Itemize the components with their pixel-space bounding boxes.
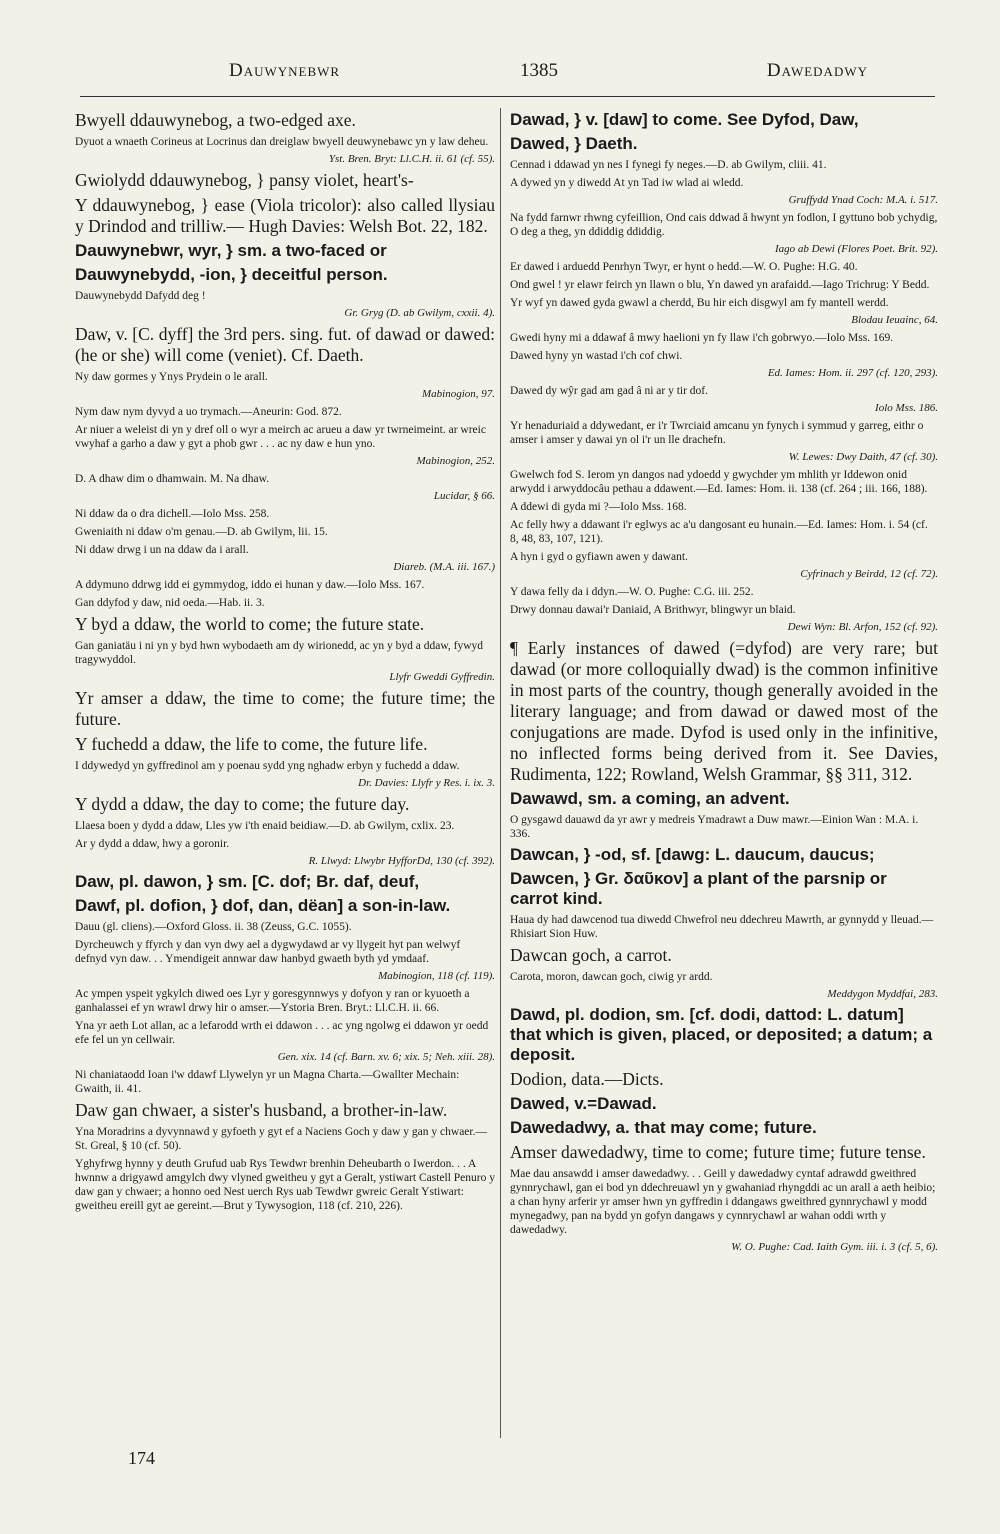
dictionary-entry: Ni chaniataodd Ioan i'w ddawf Llywelyn yr un Magna Charta.—Gwallter Mechain: Gwaith, ii. 41. [75, 1069, 460, 1095]
dictionary-entry: Dawed dy wŷr gad am gad â ni ar y tir dof. [510, 385, 708, 397]
dictionary-entry: Yst. Bren. Bryt: Ll.C.H. ii. 61 (cf. 55). [328, 153, 495, 165]
header-page-number: 1385 [520, 60, 558, 81]
dictionary-entry: Cyfrinach y Beirdd, 12 (cf. 72). [800, 568, 938, 580]
dictionary-entry: Dawcen, } Gr. δαῦκον] a plant of the parsnip or carrot kind. [510, 869, 887, 908]
dictionary-entry: Dawedadwy, a. that may come; future. [510, 1118, 817, 1137]
dictionary-entry: Meddygon Myddfai, 283. [827, 988, 938, 1000]
dictionary-entry: Dr. Davies: Llyfr y Res. i. ix. 3. [358, 777, 495, 789]
dictionary-entry: Iolo Mss. 186. [875, 402, 938, 414]
dictionary-entry: Gan ganiatäu i ni yn y byd hwn wybodaeth am dy wirionedd, ac yn y byd a ddaw, fywyd tragywyddol. [75, 640, 484, 666]
dictionary-entry: Gen. xix. 14 (cf. Barn. xv. 6; xix. 5; Neh. xiii. 28). [277, 1051, 495, 1063]
dictionary-entry: I ddywedyd yn gyffredinol am y poenau sydd yng nghadw erbyn y fuchedd a ddaw. [75, 760, 460, 772]
header-left-guideword: Dauwynebwr [229, 60, 341, 81]
dictionary-entry: Y dawa felly da i ddyn.—W. O. Pughe: C.G. iii. 252. [510, 586, 754, 598]
dictionary-entry: ¶ Early instances of dawed (=dyfod) are very rare; but dawad (or more colloquially dwad) is the common infinitive in most parts of the country, though generally avoided in the literary language; and from dawad or dawed most of the conjugations are made. Dyfod is used only in the infinitive, no inflected forms being derived from it. See Davies, Rudimenta, 122; Rowland, Welsh Grammar, §§ 311, 312. [510, 638, 938, 784]
dictionary-entry: Blodau Ieuainc, 64. [851, 314, 938, 326]
dictionary-entry: Y dydd a ddaw, the day to come; the future day. [75, 794, 410, 814]
dictionary-entry: Gruffydd Ynad Coch: M.A. i. 517. [788, 194, 938, 206]
dictionary-entry: Gwelwch fod S. Ierom yn dangos nad ydoedd y gwychder ym mhlith yr Iddewon onid arwydd i arwyddocâu pethau a ddawent.—Ed. Iames: Hom. ii. 138 (cf. 264 ; iii. 166, 188). [510, 469, 928, 495]
dictionary-entry: Gwiolydd ddauwynebog, } pansy violet, heart's- [75, 170, 414, 190]
dictionary-entry: Llyfr Gweddi Gyffredin. [389, 671, 495, 683]
dictionary-entry: R. Llwyd: Llwybr HyfforDd, 130 (cf. 392). [308, 855, 495, 867]
dictionary-entry: Dawad, } v. [daw] to come. See Dyfod, Daw, [510, 110, 859, 129]
dictionary-entry: Gwedi hyny mi a ddawaf â mwy haelioni yn fy llaw i'ch gobrwyo.—Iolo Mss. 169. [510, 332, 894, 344]
dictionary-entry: Mabinogion, 252. [416, 455, 495, 467]
dictionary-entry: Dawawd, sm. a coming, an advent. [510, 789, 790, 808]
dictionary-entry: Haua dy had dawcenod tua diwedd Chwefrol neu ddechreu Mawrth, ar gynnydd y lleuad.—Rhisiart Sion Huw. [510, 914, 934, 940]
dictionary-entry: A ddewi di gyda mi ?—Iolo Mss. 168. [510, 501, 687, 513]
dictionary-entry: Daw, pl. dawon, } sm. [C. dof; Br. daf, deuf, [75, 872, 420, 891]
dictionary-entry: Gr. Gryg (D. ab Gwilym, cxxii. 4). [344, 307, 495, 319]
dictionary-entry: Gan ddyfod y daw, nid oeda.—Hab. ii. 3. [75, 597, 265, 609]
header-right-guideword: Dawedadwy [766, 60, 868, 81]
dictionary-entry: Daw, v. [C. dyff] the 3rd pers. sing. fut. of dawad or dawed: (he or she) will come (veniet). Cf. Daeth. [75, 324, 495, 365]
dictionary-entry: Cennad i ddawad yn nes I fynegi fy neges.—D. ab Gwilym, cliii. 41. [510, 159, 827, 171]
dictionary-entry: O gysgawd dauawd da yr awr y medreis Ymadrawt a Duw mawr.—Einion Wan : M.A. i. 336. [510, 814, 919, 840]
dictionary-entry: Y fuchedd a ddaw, the life to come, the future life. [75, 734, 428, 754]
dictionary-entry: Ny daw gormes y Ynys Prydein o le arall. [75, 371, 268, 383]
dictionary-entry: Mabinogion, 118 (cf. 119). [378, 970, 495, 982]
dictionary-entry: Yna Moradrins a dyvynnawd y gyfoeth y gyt ef a Naciens Goch y daw y gan y chwaer.—St. Greal, § 10 (cf. 50). [75, 1126, 487, 1152]
dictionary-entry: Dawd, pl. dodion, sm. [cf. dodi, dattod: L. datum] that which is given, placed, or deposited; a datum; a deposit. [510, 1005, 933, 1064]
dictionary-entry: Ni ddaw drwg i un na ddaw da i arall. [75, 544, 249, 556]
dictionary-entry: Dawed, v.=Dawad. [510, 1094, 657, 1113]
dictionary-entry: Yr wyf yn dawed gyda gwawl a cherdd, Bu hir eich disgwyl am fy mantell werdd. [510, 297, 889, 309]
dictionary-entry: Dawcan goch, a carrot. [510, 945, 672, 965]
dictionary-entry: Daw gan chwaer, a sister's husband, a brother-in-law. [75, 1100, 448, 1120]
dictionary-entry: Carota, moron, dawcan goch, ciwig yr ardd. [510, 971, 713, 983]
dictionary-entry: Bwyell ddauwynebog, a two-edged axe. [75, 110, 356, 130]
dictionary-entry: A dywed yn y diwedd At yn Tad iw wlad ai wledd. [510, 177, 744, 189]
dictionary-entry: Dauwynebydd Dafydd deg ! [75, 290, 206, 302]
dictionary-entry: Nym daw nym dyvyd a uo trymach.—Aneurin: God. 872. [75, 406, 342, 418]
dictionary-entry: Dyuot a wnaeth Corineus at Locrinus dan dreiglaw bwyell deuwynebawc yn y law deheu. [75, 136, 489, 148]
dictionary-entry: Dauwynebydd, -ion, } deceitful person. [75, 265, 388, 284]
dictionary-entry: Dauwynebwr, wyr, } sm. a two-faced or [75, 241, 387, 260]
dictionary-entry: Diareb. (M.A. iii. 167.) [393, 561, 495, 573]
dictionary-entry: A ddymuno ddrwg idd ei gymmydog, iddo ei hunan y daw.—Iolo Mss. 167. [75, 579, 425, 591]
dictionary-entry: Dewi Wyn: Bl. Arfon, 152 (cf. 92). [787, 621, 938, 633]
header-rule [80, 96, 935, 97]
dictionary-entry: Yghyfrwg hynny y deuth Grufud uab Rys Tewdwr brenhin Deheubarth o Iwerdon. . . A hwnnw a drigyawd amgylch dwy vlyned gweitheu y gyt a Geralt, ystiwart Castell Penuro y daw gan y chwaer; a honno oed Nest uerch Rys uab Tewdwr gwreic Geralt Ystiwart: gweitheu ereill gyt ae gereint.—Brut y Tywysogion, 118 (cf. 210, 226). [75, 1158, 495, 1212]
dictionary-entry: Ar niuer a weleist di yn y dref oll o wyr a meirch ac arueu a daw yr twrneimeint. ar wreic vwyhaf a garho a daw y gyt a phob gwr . . . ac ny daw e hun yno. [75, 424, 486, 450]
dictionary-entry: Na fydd farnwr rhwng cyfeillion, Ond cais ddwad â hwynt yn fodlon, I gyttuno bob ychydig, O deg a theg, yn ddiddig ddiddig. [510, 212, 938, 238]
dictionary-entry: Llaesa boen y dydd a ddaw, Lles yw i'th enaid beidiaw.—D. ab Gwilym, cxlix. 23. [75, 820, 455, 832]
dictionary-entry: D. A dhaw dim o dhamwain. M. Na dhaw. [75, 473, 270, 485]
dictionary-entry: W. O. Pughe: Cad. Iaith Gym. iii. i. 3 (cf. 5, 6). [731, 1241, 938, 1253]
column-divider [500, 108, 501, 1438]
dictionary-entry: Dawcan, } -od, sf. [dawg: L. daucum, daucus; [510, 845, 875, 864]
left-column [75, 110, 495, 1217]
dictionary-entry: Ac felly hwy a ddawant i'r eglwys ac a'u dangosant eu hunain.—Ed. Iames: Hom. i. 54 (cf. 8, 48, 83, 107, 121). [510, 519, 928, 545]
dictionary-entry: Lucidar, § 66. [433, 490, 495, 502]
dictionary-entry: Gweniaith ni ddaw o'm genau.—D. ab Gwilym, lii. 15. [75, 526, 328, 538]
dictionary-entry: Dawed, } Daeth. [510, 134, 638, 153]
dictionary-entry: Amser dawedadwy, time to come; future time; future tense. [510, 1142, 926, 1162]
dictionary-entry: Yna yr aeth Lot allan, ac a lefarodd wrth ei ddawon . . . ac yng ngolwg ei ddawon yr oedd efe fel un yn cellwair. [75, 1020, 489, 1046]
dictionary-entry: Dawf, pl. dofion, } dof, dan, dëan] a son-in-law. [75, 896, 451, 915]
dictionary-entry: Y ddauwynebog, } ease (Viola tricolor): also called llysiau y Drindod and trilliw.— Hugh Davies: Welsh Bot. 22, 182. [75, 195, 495, 236]
dictionary-entry: Yr amser a ddaw, the time to come; the future time; the future. [75, 688, 495, 729]
dictionary-entry: Y byd a ddaw, the world to come; the future state. [75, 614, 425, 634]
right-column [510, 110, 938, 1258]
dictionary-entry: Dodion, data.—Dicts. [510, 1069, 664, 1089]
dictionary-entry: Mabinogion, 97. [421, 388, 495, 400]
dictionary-entry: Ond gwel ! yr elawr feirch yn llawn o blu, Yn dawed yn arafaidd.—Iago Trichrug: Y Bedd. [510, 279, 930, 291]
dictionary-entry: Ed. Iames: Hom. ii. 297 (cf. 120, 293). [767, 367, 938, 379]
dictionary-entry: Dauu (gl. cliens).—Oxford Gloss. ii. 38 (Zeuss, G.C. 1055). [75, 921, 352, 933]
dictionary-entry: Ni ddaw da o dra dichell.—Iolo Mss. 258. [75, 508, 270, 520]
running-head [74, 60, 936, 86]
dictionary-entry: Er dawed i arduedd Penrhyn Twyr, er hynt o hedd.—W. O. Pughe: H.G. 40. [510, 261, 858, 273]
dictionary-entry: Dyrcheuwch y ffyrch y dan vyn dwy ael a dygwydawd ar vy llygeit hyt pan welwyf defnyd vyn daw. . . Ymendigeit annwar daw hanbyd gwaeth byth yd ymdaaf. [75, 939, 461, 965]
dictionary-entry: Ar y dydd a ddaw, hwy a goronir. [75, 838, 230, 850]
dictionary-entry: Yr henaduriaid a ddywedant, er i'r Twrciaid amcanu yn fynych i symmud y garreg, eithr o amser i amser y dawai yn ol i'r un lle drachefn. [510, 420, 924, 446]
dictionary-entry: Mae dau ansawdd i amser dawedadwy. . . Geill y dawedadwy cyntaf adrawdd gweithred gynnrychawl, gan ei bod yn ddechreuawl yn y gwahaniad rhyngddi ac un arall a aeth heibio; a chan hyny arferir yr amser hwn yn gyffredin i ddangaws gweithred gynnrychawl y modd mynegadwy, pan na bydd yn gofyn dangaws y cynnrychawl ar wahan oddi wrth y dawedadwy. [510, 1168, 936, 1236]
dictionary-entry: W. Lewes: Dwy Daith, 47 (cf. 30). [788, 451, 938, 463]
dictionary-entry: Drwy donnau dawai'r Daniaid, A Brithwyr, blingwyr un blaid. [510, 604, 796, 616]
dictionary-entry: Iago ab Dewi (Flores Poet. Brit. 92). [774, 243, 938, 255]
dictionary-entry: A hyn i gyd o gyfiawn awen y dawant. [510, 551, 688, 563]
dictionary-entry: Dawed hyny yn wastad i'ch cof chwi. [510, 350, 683, 362]
footer-page-number: 174 [128, 1448, 155, 1468]
dictionary-entry: Ac ympen yspeit ygkylch diwed oes Lyr y goresgynnwys y dofyon y ran or kyuoeth a ganhalassei ef yn wrawl drwy hir o amser.—Ystoria Bren. Bryt.: Ll.C.H. ii. 66. [75, 988, 470, 1014]
